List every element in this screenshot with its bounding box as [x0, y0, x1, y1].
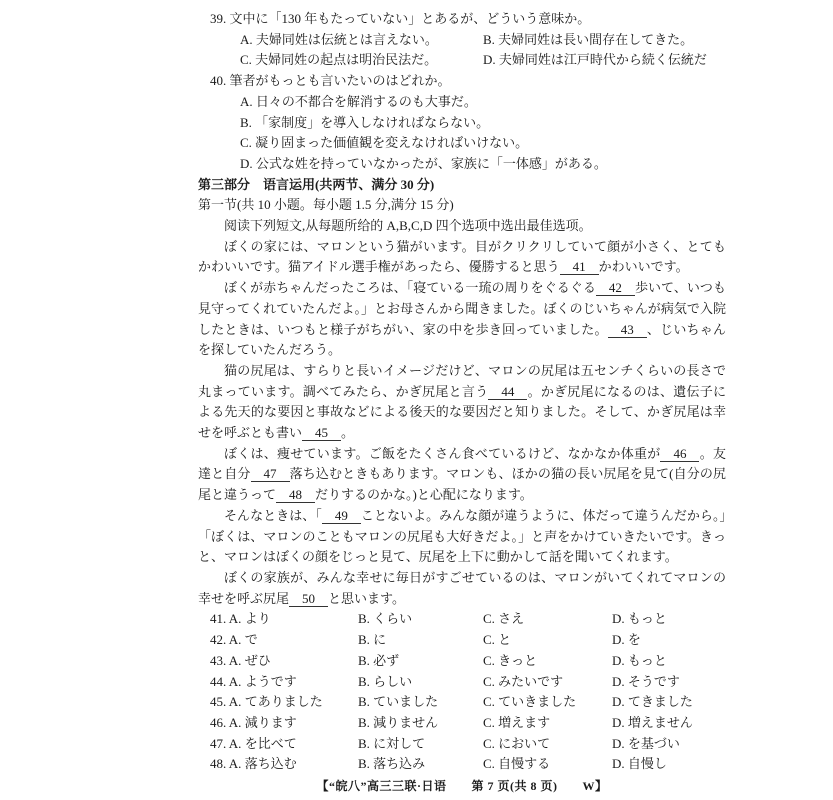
option-label: B. — [358, 756, 370, 772]
question-stem — [198, 71, 726, 92]
cloze-option-cell — [612, 672, 726, 693]
option-label: D. — [483, 52, 496, 68]
option-label: D. — [612, 673, 625, 689]
option-label: C. — [483, 714, 495, 730]
option-text: 増えます — [498, 714, 551, 730]
option-text: らしい — [373, 673, 413, 689]
cloze-option-cell — [612, 692, 726, 713]
passage-paragraph: 猫の尻尾は、すらりと長いイメージだけど、マロンの尻尾は五センチくらいの長さで丸まっています。調べてみたら、かぎ尻尾と言う 44 。かぎ尻尾になるのは、遺伝子による先天的な要因と事故などによる後天的な要因だと知りました。そして、かぎ尻尾は幸せを呼ぶとも書い 45 。 — [198, 362, 726, 441]
cloze-option-row — [198, 609, 726, 630]
cloze-blank: 48 — [276, 487, 315, 503]
option-label: C. — [483, 756, 495, 772]
part-three-heading: 第三部分 语言运用(共两节、满分 30 分) — [198, 176, 435, 192]
option-label: B. — [358, 694, 370, 710]
option-label: B. — [483, 31, 495, 47]
option-text: ぜひ — [244, 652, 271, 668]
option-text: 夫婦同姓の起点は明治民法だ。 — [255, 52, 438, 68]
option-text: において — [498, 735, 551, 751]
cloze-option-cell — [358, 651, 483, 672]
cloze-passage — [198, 237, 726, 610]
cloze-question-number: 44. — [210, 673, 227, 689]
option-label: D. — [240, 155, 253, 171]
option-text: に — [373, 632, 387, 648]
cloze-blank: 50 — [289, 591, 328, 607]
cloze-option-cell — [210, 651, 358, 672]
option-label: B. — [358, 735, 370, 751]
option-text: もっと — [627, 652, 667, 668]
option-label: C. — [240, 135, 252, 151]
cloze-blank: 46 — [660, 446, 699, 462]
cloze-option-cell — [612, 630, 726, 651]
option-text: もっと — [627, 611, 667, 627]
option-label: B. — [358, 673, 370, 689]
option-text: 減ります — [244, 714, 297, 730]
question-option — [240, 113, 726, 134]
option-label: B. — [358, 632, 370, 648]
option-text: みたいです — [498, 673, 564, 689]
option-text: 夫婦同姓は長い間存在してきた。 — [498, 31, 694, 47]
passage-paragraph: ぼくの家には、マロンという猫がいます。目がクリクリしていて顔が小さく、とてもかわいいです。猫アイドル選手権があったら、優勝すると思う 41 かわいいです。 — [198, 238, 726, 275]
option-text: 公式な姓を持っていなかったが、家族に「一体感」がある。 — [255, 155, 607, 171]
cloze-option-cell — [483, 630, 612, 651]
option-text: 凝り固まった価値観を変えなければいけない。 — [255, 135, 529, 151]
option-text: 自慢する — [498, 756, 551, 772]
cloze-option-cell — [210, 609, 358, 630]
cloze-blank: 47 — [251, 466, 290, 482]
cloze-option-cell — [210, 672, 358, 693]
cloze-option-cell — [210, 692, 358, 713]
question-block — [198, 9, 726, 71]
option-label: D. — [612, 611, 625, 627]
cloze-options-grid — [198, 609, 726, 775]
passage-paragraph: ぼくは、痩せています。ご飯をたくさん食べているけど、なかなか体重が 46 。友達と自分 47 落ち込むときもあります。マロンも、ほかの猫の長い尻尾を見て(自分の尻尾と違うって 48 だりするのかな。)と心配になります。 — [198, 445, 726, 503]
cloze-option-row — [198, 651, 726, 672]
cloze-option-cell — [483, 692, 612, 713]
option-label: A. — [228, 673, 242, 689]
option-label: A. — [228, 632, 242, 648]
cloze-option-cell — [358, 734, 483, 755]
question-option — [240, 133, 726, 154]
cloze-option-row — [198, 672, 726, 693]
cloze-option-cell — [358, 609, 483, 630]
question-option — [483, 50, 726, 71]
option-label: D. — [612, 694, 625, 710]
option-label: A. — [228, 652, 242, 668]
question-number: 39. — [210, 11, 227, 26]
cloze-question-number: 48. — [210, 756, 227, 772]
option-text: 落ち込み — [373, 756, 426, 772]
cloze-question-number: 43. — [210, 652, 227, 668]
option-text: と — [498, 632, 512, 648]
question-option — [240, 50, 483, 71]
question-option — [483, 30, 726, 51]
option-text: 自慢し — [627, 756, 667, 772]
option-label: B. — [358, 714, 370, 730]
reading-comprehension-questions — [198, 9, 726, 175]
cloze-option-cell — [358, 713, 483, 734]
option-text: を — [627, 632, 641, 648]
cloze-option-row — [198, 734, 726, 755]
question-option — [240, 92, 726, 113]
cloze-option-cell — [358, 672, 483, 693]
cloze-option-cell — [612, 734, 726, 755]
cloze-option-row — [198, 754, 726, 775]
option-text: そうです — [627, 673, 680, 689]
cloze-question-number: 42. — [210, 632, 227, 648]
cloze-question-number: 41. — [210, 611, 227, 627]
cloze-blank: 43 — [608, 322, 647, 338]
option-label: C. — [483, 611, 495, 627]
cloze-option-cell — [358, 630, 483, 651]
cloze-instruction: 阅读下列短文,从每题所给的 A,B,C,D 四个选项中选出最佳选项。 — [224, 218, 592, 234]
question-stem-text: 筆者がもっとも言いたいのはどれか。 — [229, 73, 451, 89]
cloze-option-cell — [210, 754, 358, 775]
cloze-question-number: 45. — [210, 694, 227, 710]
cloze-question-number: 46. — [210, 714, 227, 730]
cloze-blank: 42 — [596, 280, 635, 296]
option-label: A. — [228, 714, 242, 730]
option-text: より — [244, 611, 271, 627]
option-label: A. — [228, 611, 242, 627]
option-text: 「家制度」を導入しなければならない。 — [255, 114, 490, 130]
option-label: D. — [612, 714, 625, 730]
option-label: D. — [612, 735, 625, 751]
option-label: C. — [240, 52, 252, 68]
option-label: B. — [358, 652, 370, 668]
option-text: てきました — [627, 694, 693, 710]
option-text: 夫婦同姓は江戸時代から続く伝統だ — [498, 52, 707, 68]
option-label: B. — [240, 114, 252, 130]
question-stem — [198, 9, 726, 30]
cloze-option-cell — [358, 692, 483, 713]
cloze-option-cell — [612, 754, 726, 775]
passage-paragraph: そんなときは、「 49 ことないよ。みんな顔が違うように、体だって違うんだから。」「ぼくは、マロンのこともマロンの尻尾も大好きだよ。」と声をかけていきたいです。きっと、マロンはぼくの顔をじっと見て、尻尾を上下に動かして話を聞いてくれます。 — [198, 507, 726, 565]
option-label: D. — [612, 632, 625, 648]
exam-page — [198, 9, 726, 797]
cloze-option-cell — [483, 651, 612, 672]
option-label: D. — [612, 756, 625, 772]
option-text: きっと — [498, 652, 538, 668]
question-option — [240, 30, 483, 51]
option-text: を比べて — [244, 735, 297, 751]
question-stem-text: 文中に「130 年もたっていない」とあるが、どういう意味か。 — [229, 11, 591, 26]
cloze-option-cell — [612, 609, 726, 630]
cloze-blank: 49 — [322, 508, 361, 524]
option-label: A. — [240, 93, 253, 109]
cloze-option-cell — [612, 651, 726, 672]
option-text: 増えません — [627, 714, 693, 730]
option-text: ていました — [373, 694, 439, 710]
cloze-option-cell — [483, 713, 612, 734]
cloze-option-row — [198, 713, 726, 734]
option-text: 必ず — [373, 652, 400, 668]
option-label: A. — [228, 694, 242, 710]
option-label: B. — [358, 611, 370, 627]
option-text: 夫婦同姓は伝統とは言えない。 — [255, 31, 438, 47]
option-label: C. — [483, 673, 495, 689]
question-number: 40. — [210, 73, 227, 89]
option-text: に対して — [373, 735, 426, 751]
passage-paragraph: ぼくが赤ちゃんだったころは、「寝ている一琉の周りをぐるぐる 42 歩いて、いつも見守ってくれていたんだよ。」とお母さんから聞きました。ぼくのじいちゃんが病気で入院したときは、いつもと様子がちがい、家の中を歩き回っていました。 43 、じいちゃんを探していたんだろう。 — [198, 280, 726, 358]
cloze-option-cell — [612, 713, 726, 734]
cloze-option-cell — [358, 754, 483, 775]
cloze-option-cell — [483, 754, 612, 775]
option-label: A. — [228, 735, 242, 751]
cloze-option-cell — [483, 672, 612, 693]
option-label: A. — [240, 31, 253, 47]
option-text: 落ち込む — [244, 756, 297, 772]
cloze-option-cell — [210, 630, 358, 651]
option-text: くらい — [373, 611, 413, 627]
cloze-option-cell — [483, 609, 612, 630]
option-text: ようです — [244, 673, 297, 689]
option-text: てありました — [244, 694, 323, 710]
option-text: ていきました — [498, 694, 577, 710]
option-text: 減りません — [373, 714, 439, 730]
cloze-option-cell — [483, 734, 612, 755]
cloze-option-cell — [210, 713, 358, 734]
option-label: C. — [483, 652, 495, 668]
question-option — [240, 154, 726, 175]
cloze-blank: 45 — [302, 425, 341, 441]
cloze-option-row — [198, 630, 726, 651]
subsection-heading: 第一节(共 10 小题。每小题 1.5 分,满分 15 分) — [198, 197, 454, 213]
option-label: C. — [483, 694, 495, 710]
cloze-option-row — [198, 692, 726, 713]
option-text: を基づい — [627, 735, 680, 751]
option-label: A. — [228, 756, 242, 772]
cloze-question-number: 47. — [210, 735, 227, 751]
option-label: C. — [483, 735, 495, 751]
passage-paragraph: ぼくの家族が、みんな幸せに毎日がすごせているのは、マロンがいてくれてマロンの幸せを呼ぶ尻尾 50 と思います。 — [198, 569, 726, 606]
page-footer: 【“皖八”高三三联·日语 第 7 页(共 8 页) W】 — [316, 779, 608, 794]
question-options — [198, 30, 726, 71]
option-text: 日々の不都合を解消するのも大事だ。 — [255, 93, 477, 109]
option-text: さえ — [498, 611, 525, 627]
option-label: D. — [612, 652, 625, 668]
question-block — [198, 71, 726, 175]
cloze-blank: 41 — [560, 259, 599, 275]
option-label: C. — [483, 632, 495, 648]
option-text: で — [244, 632, 258, 648]
cloze-blank: 44 — [488, 384, 527, 400]
cloze-option-cell — [210, 734, 358, 755]
question-options — [198, 92, 726, 175]
